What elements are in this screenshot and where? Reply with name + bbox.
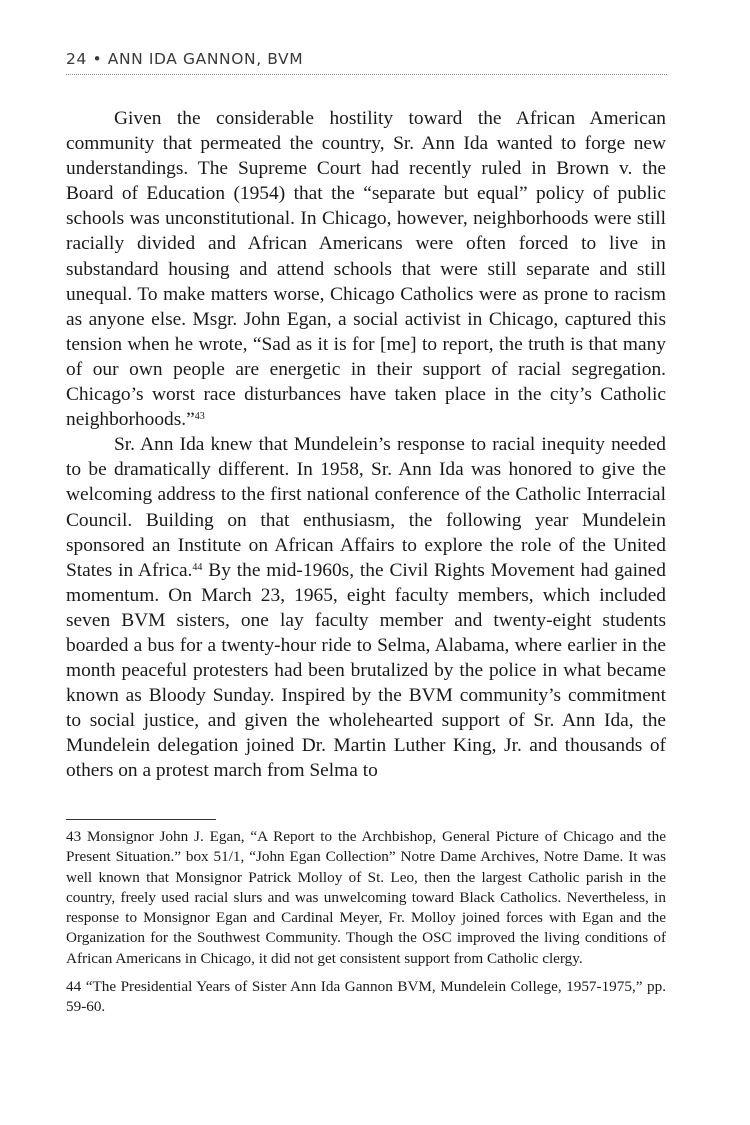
footnote-number: 43 <box>66 828 82 845</box>
paragraph-2-text-a: Sr. Ann Ida knew that Mundelein’s response to racial inequity needed to be dramatically different. In 1958, Sr. Ann Ida was honored to give the welcoming address to the first national conference of the Catholic Interracial Council. Building on that enthusiasm, the following year Mundelein sponsored an Institute on African Affairs to explore the role of the United States in Africa. <box>66 434 666 581</box>
footnote-ref-43[interactable]: 43 <box>194 411 205 423</box>
paragraph-1-text: Given the considerable hostility toward the African American community that permeated the country, Sr. Ann Ida wanted to forge new understandings. The Supreme Court had recently ruled in Brown v. the Board of Education (1954) that the “separate but equal” policy of public schools was unconstitutional. In Chicago, however, neighborhoods were still racially divided and African Americans were often forced to live in substandard housing and attend schools that were still separate and still unequal. To make matters worse, Chicago Catholics were as prone to racism as anyone else. Msgr. John Egan, a social activist in Chicago, captured this tension when he wrote, “Sad as it is for [me] to report, the truth is that many of our own people are energetic in their support of racial segregation. Chicago’s worst race disturbances have taken place in the city’s Catholic neighborhoods.” <box>66 108 666 431</box>
paragraph-1 <box>66 106 666 432</box>
running-title: ANN IDA GANNON, BVM <box>107 50 304 68</box>
footnote-ref-44[interactable]: 44 <box>192 561 203 573</box>
main-text <box>66 106 666 784</box>
footnotes <box>66 827 666 1026</box>
footnote-text: “The Presidential Years of Sister Ann Ida Gannon BVM, Mundelein College, 1957-1975,” pp. 59-60. <box>66 978 666 1016</box>
paragraph-2-text-b: By the mid-1960s, the Civil Rights Movement had gained momentum. On March 23, 1965, eight faculty members, which included seven BVM sisters, one lay faculty member and twenty-eight students boarded a bus for a twenty-hour ride to Selma, Alabama, where earlier in the month peaceful protesters had been brutalized by the police in what became known as Bloody Sunday. Inspired by the BVM community’s commitment to social justice, and given the wholehearted support of Sr. Ann Ida, the Mundelein delegation joined Dr. Martin Luther King, Jr. and thousands of others on a protest march from Selma to <box>66 559 666 782</box>
running-header <box>66 50 667 75</box>
header-separator: • <box>92 50 103 68</box>
footnote-44 <box>66 977 666 1018</box>
footnote-divider <box>66 819 216 820</box>
footnote-text: Monsignor John J. Egan, “A Report to the Archbishop, General Picture of Chicago and the Present Situation.” box 51/1, “John Egan Collection” Notre Dame Archives, Notre Dame. It was well known that Monsignor Patrick Molloy of St. Leo, then the largest Catholic parish in the country, freely used racial slurs and was unwelcoming toward Black Catholics. Nevertheless, in response to Monsignor Egan and Cardinal Meyer, Fr. Molloy joined forces with Egan and the Organization for the Southwest Community. Though the OSC improved the living conditions of African Americans in Chicago, it did not get consistent support from Catholic clergy. <box>66 828 666 967</box>
footnote-number: 44 <box>66 978 82 996</box>
footnote-43 <box>66 827 666 969</box>
paragraph-2 <box>66 432 666 783</box>
page-number: 24 <box>66 50 87 68</box>
